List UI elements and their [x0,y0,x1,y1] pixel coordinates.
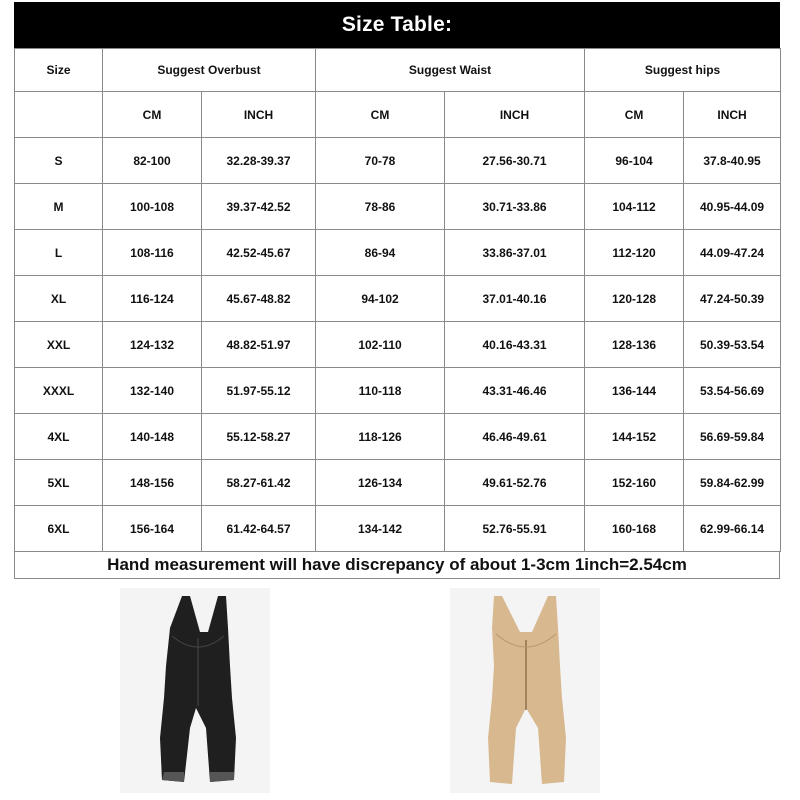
cell-hips-cm: 104-112 [585,184,684,230]
overbust-header: Suggest Overbust [103,49,316,92]
cell-size: XL [15,276,103,322]
page-title: Size Table: [341,13,453,36]
cell-overbust-cm: 100-108 [103,184,202,230]
cell-hips-inch: 62.99-66.14 [684,506,781,552]
measurement-note: Hand measurement will have discrepancy of about 1-3cm 1inch=2.54cm [14,551,780,579]
table-row [15,368,781,414]
cell-hips-cm: 136-144 [585,368,684,414]
size-table [14,48,781,552]
cell-hips-cm: 120-128 [585,276,684,322]
cell-size: M [15,184,103,230]
cell-hips-cm: 144-152 [585,414,684,460]
table-row [15,506,781,552]
waist-inch-header: INCH [445,92,585,138]
cell-overbust-inch: 58.27-61.42 [202,460,316,506]
cell-overbust-inch: 45.67-48.82 [202,276,316,322]
table-row [15,230,781,276]
nude-bodysuit-icon [450,588,600,793]
cell-overbust-inch: 55.12-58.27 [202,414,316,460]
cell-waist-cm: 70-78 [316,138,445,184]
cell-waist-inch: 30.71-33.86 [445,184,585,230]
cell-waist-cm: 110-118 [316,368,445,414]
size-header: Size [15,49,103,92]
table-row [15,276,781,322]
cell-waist-cm: 78-86 [316,184,445,230]
table-row [15,460,781,506]
cell-hips-inch: 40.95-44.09 [684,184,781,230]
overbust-cm-header: CM [103,92,202,138]
cell-waist-cm: 86-94 [316,230,445,276]
table-row [15,138,781,184]
cell-waist-inch: 43.31-46.46 [445,368,585,414]
cell-size: L [15,230,103,276]
cell-waist-cm: 102-110 [316,322,445,368]
cell-overbust-cm: 148-156 [103,460,202,506]
cell-size: S [15,138,103,184]
cell-overbust-cm: 82-100 [103,138,202,184]
cell-overbust-inch: 48.82-51.97 [202,322,316,368]
cell-overbust-inch: 39.37-42.52 [202,184,316,230]
cell-waist-inch: 27.56-30.71 [445,138,585,184]
cell-overbust-inch: 32.28-39.37 [202,138,316,184]
cell-waist-cm: 94-102 [316,276,445,322]
cell-waist-cm: 134-142 [316,506,445,552]
cell-overbust-cm: 116-124 [103,276,202,322]
black-bodysuit-icon [120,588,270,793]
cell-hips-inch: 50.39-53.54 [684,322,781,368]
waist-header: Suggest Waist [316,49,585,92]
cell-waist-inch: 49.61-52.76 [445,460,585,506]
size-table-body [15,138,781,552]
hips-inch-header: INCH [684,92,781,138]
cell-waist-inch: 46.46-49.61 [445,414,585,460]
cell-size: XXXL [15,368,103,414]
cell-hips-inch: 47.24-50.39 [684,276,781,322]
cell-hips-cm: 112-120 [585,230,684,276]
cell-hips-cm: 128-136 [585,322,684,368]
size-table-title-bar [14,2,780,48]
cell-size: XXL [15,322,103,368]
cell-hips-cm: 152-160 [585,460,684,506]
hips-header: Suggest hips [585,49,781,92]
cell-overbust-cm: 132-140 [103,368,202,414]
cell-size: 4XL [15,414,103,460]
cell-hips-inch: 37.8-40.95 [684,138,781,184]
overbust-inch-header: INCH [202,92,316,138]
cell-overbust-inch: 42.52-45.67 [202,230,316,276]
cell-overbust-inch: 61.42-64.57 [202,506,316,552]
cell-hips-inch: 44.09-47.24 [684,230,781,276]
cell-hips-cm: 96-104 [585,138,684,184]
table-row [15,184,781,230]
table-row [15,414,781,460]
cell-hips-inch: 59.84-62.99 [684,460,781,506]
waist-cm-header: CM [316,92,445,138]
cell-overbust-cm: 156-164 [103,506,202,552]
cell-overbust-inch: 51.97-55.12 [202,368,316,414]
cell-waist-cm: 118-126 [316,414,445,460]
cell-waist-inch: 33.86-37.01 [445,230,585,276]
blank-unit-cell [15,92,103,138]
cell-waist-inch: 40.16-43.31 [445,322,585,368]
cell-overbust-cm: 140-148 [103,414,202,460]
cell-hips-cm: 160-168 [585,506,684,552]
cell-overbust-cm: 108-116 [103,230,202,276]
black-bodysuit-photo [120,588,270,793]
table-row [15,322,781,368]
nude-bodysuit-photo [450,588,600,793]
cell-hips-inch: 56.69-59.84 [684,414,781,460]
cell-waist-inch: 52.76-55.91 [445,506,585,552]
cell-hips-inch: 53.54-56.69 [684,368,781,414]
cell-size: 5XL [15,460,103,506]
unit-header-row [15,92,781,138]
cell-waist-cm: 126-134 [316,460,445,506]
hips-cm-header: CM [585,92,684,138]
cell-overbust-cm: 124-132 [103,322,202,368]
group-header-row [15,49,781,92]
cell-size: 6XL [15,506,103,552]
cell-waist-inch: 37.01-40.16 [445,276,585,322]
